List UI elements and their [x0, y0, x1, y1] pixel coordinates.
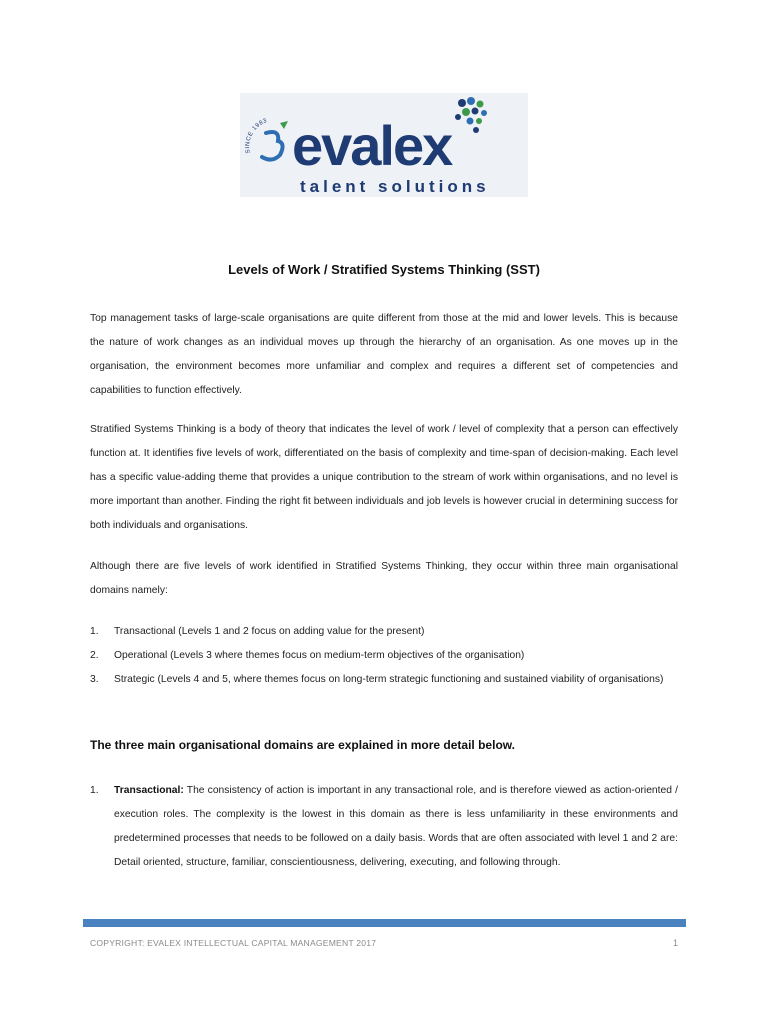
logo-swoosh-icon [262, 132, 283, 160]
footer-copyright: COPYRIGHT: EVALEX INTELLECTUAL CAPITAL MANAGEMENT 2017 [90, 938, 377, 948]
list-item [90, 779, 678, 875]
list-item-number: 1. [90, 626, 99, 637]
logo-brand-text: evalex [292, 114, 452, 177]
list-item-text: The consistency of action is important in any transactional role, and is therefore viewed as action-oriented / execution roles. The complexity is the lowest in this domain as there is less unfamiliarity in these environments and predetermined processes that needs to be followed on a daily basis. Words that are often associated with level 1 and 2 are: Detail oriented, structure, familiar, conscientiousness, delivering, executing, and following through. [114, 785, 678, 868]
list-item [90, 668, 678, 692]
logo-tagline-text: talent solutions [300, 177, 490, 196]
logo-accent-icon [280, 121, 288, 129]
logo-dots-icon [455, 97, 487, 133]
list-item-number: 2. [90, 650, 99, 661]
list-item [90, 620, 678, 644]
list-item-text: Strategic (Levels 4 and 5, where themes focus on long-term strategic functioning and sustained viability of organisations) [114, 674, 664, 685]
logo-since-text: SINCE 1983 [245, 117, 269, 154]
evalex-logo [240, 93, 528, 197]
page-number: 1 [672, 938, 678, 948]
document-title: Levels of Work / Stratified Systems Thinking (SST) [228, 262, 540, 277]
list-item-label: Transactional: [114, 785, 184, 796]
sst-paragraph: Stratified Systems Thinking is a body of theory that indicates the level of work / level of complexity that a person can effectively function at. It identifies five levels of work, differentiated on the basis of complexity and time-span of decision-making. Each level has a specific value-adding theme that provides a unique contribution to the stream of work within organisations, and no level is more important than another. Finding the right fit between individuals and job levels is however crucial in determining success for both individuals and organisations. [90, 424, 678, 531]
list-item [90, 644, 678, 668]
list-item-number: 1. [90, 785, 99, 796]
section-heading: The three main organisational domains are explained in more detail below. [90, 738, 515, 752]
logo-graphic [240, 93, 528, 197]
domains-list [90, 620, 678, 692]
intro-paragraph: Top management tasks of large-scale organisations are quite different from those at the mid and lower levels. This is because the nature of work changes as an individual moves up through the hierarchy of an organisation. As one moves up in the organisation, the environment becomes more unfamiliar and complex and requires a different set of competencies and capabilities to function effectively. [90, 313, 678, 396]
list-item-text: Operational (Levels 3 where themes focus on medium-term objectives of the organisation) [114, 650, 525, 661]
list-item-text: Transactional (Levels 1 and 2 focus on adding value for the present) [114, 626, 425, 637]
domains-intro-paragraph: Although there are five levels of work identified in Stratified Systems Thinking, they occur within three main organisational domains namely: [90, 561, 678, 596]
footer-divider-bar [83, 919, 686, 927]
details-list [90, 779, 678, 875]
list-item-number: 3. [90, 674, 99, 685]
